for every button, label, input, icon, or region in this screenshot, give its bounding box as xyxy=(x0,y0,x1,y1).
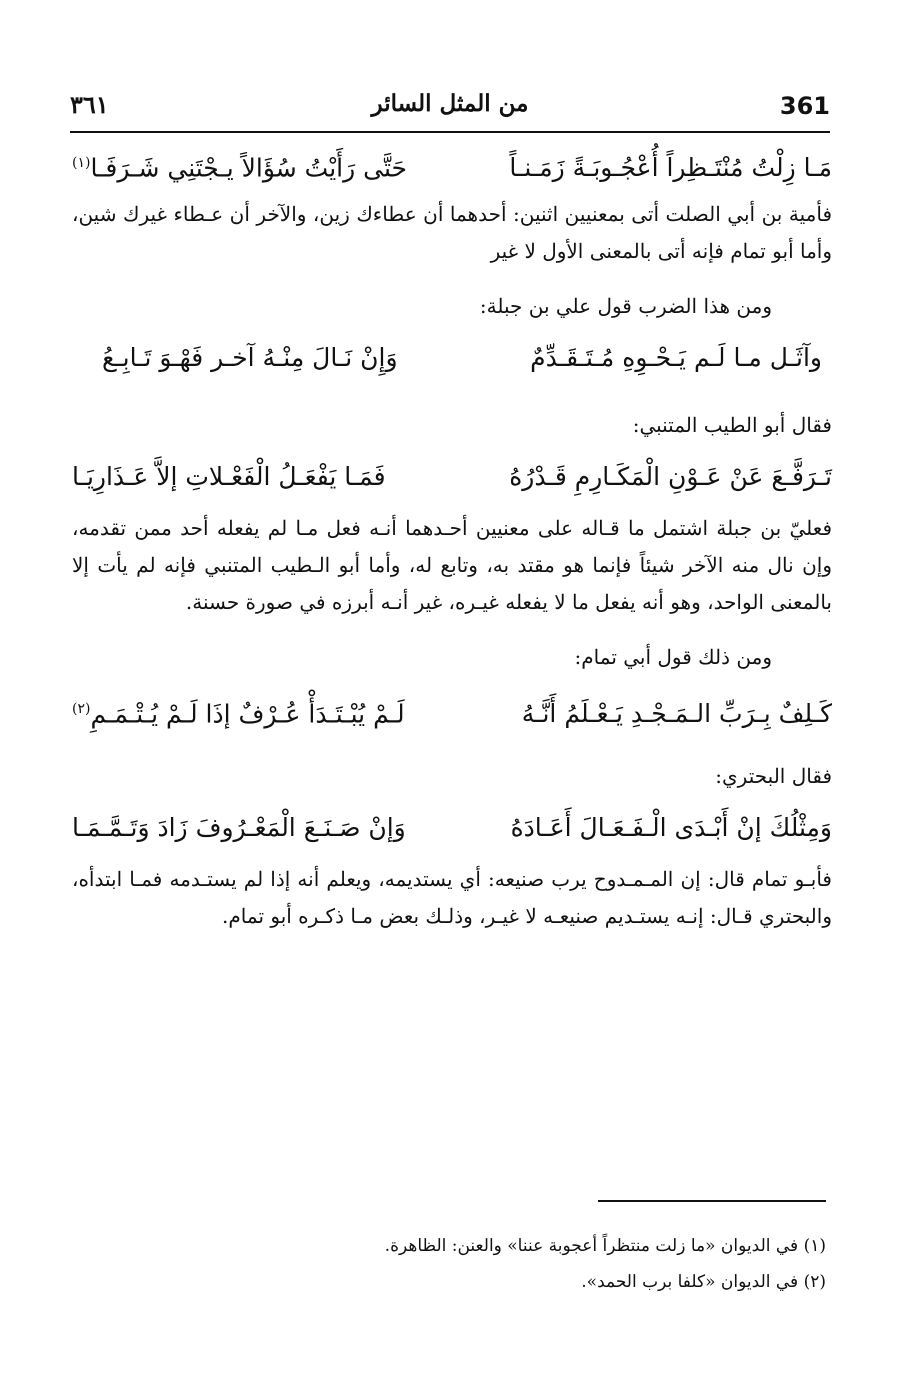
footnote-rule xyxy=(598,1200,826,1202)
verse-hemistich-right: كَـلِفٌ بِـرَبِّ الـمَـجْـدِ يَـعْـلَمُ أَنَّـهُ xyxy=(521,699,832,729)
verse-intro: فقال البحتري: xyxy=(715,764,832,788)
paragraph: فعليّ بن جبلة اشتمل ما قـاله على معنيين أحـدهما أنـه فعل مـا لم يفعله أحد ممن تقدمه، وإن نال منه الآخر شيئاً فإنما هو مقتد به، وتابع له، وأما أبو الـطيب المتنبي فإنه لم يأت إلا بالمعنى الواحد، وهو أنه يفعل ما لا يفعله غيـره، غير أنـه أبرزه في صورة حسنة. xyxy=(72,516,832,614)
verse-line xyxy=(72,805,832,851)
page-header xyxy=(70,88,830,128)
footnote-mark: (١) xyxy=(72,155,91,171)
main-text xyxy=(72,140,832,935)
verse-intro: ومن ذلك قول أبي تمام: xyxy=(574,645,772,669)
verse-hemistich-right: مَـا زِلْتُ مُنْتَـظِراً أُعْجُـوبَـةً زَمَـنـاً xyxy=(509,153,832,183)
verse-hemistich-right: وَمِثْلُكَ إنْ أَبْـدَى الْـفَـعَـالَ أَعَـادَهُ xyxy=(510,813,832,842)
verse-line xyxy=(72,454,832,500)
page-number-latin: 361 xyxy=(779,92,830,120)
verse-line xyxy=(72,335,832,381)
running-title: من المثل السائر xyxy=(371,90,529,117)
verse-intro: ومن هذا الضرب قول علي بن جبلة: xyxy=(479,294,772,318)
paragraph: فأمية بن أبي الصلت أتى بمعنيين اثنين: أحدهما أن عطاءك زين، والآخر أن عـطاء غيرك شين، وأما أبو تمام فإنه أتى بالمعنى الأول لا غير xyxy=(72,202,832,263)
verse-hemistich-right: تَـرَفَّـعَ عَنْ عَـوْنِ الْمَكَـارِمِ قَـدْرُهُ xyxy=(509,462,832,491)
verse-hemistich-left xyxy=(72,140,407,191)
verse-hemistich-text: حَتَّى رَأَيْتُ سُؤَالاً يـجْتَنِي شَـرَفَـا xyxy=(90,153,407,183)
footnotes xyxy=(126,1228,826,1300)
page-number-arabic: ٣٦١ xyxy=(70,90,109,119)
verse-line xyxy=(72,140,832,186)
footnote-mark: (٢) xyxy=(72,701,91,717)
verse-line xyxy=(72,686,832,732)
footnote: (١) في الديوان «ما زلت منتظراً أعجوبة عننا» والعنن: الظاهرة. xyxy=(384,1236,826,1256)
verse-hemistich-left xyxy=(72,686,405,737)
verse-hemistich-left: وَإنْ صَـنَـعَ الْمَعْـرُوفَ زَادَ وَتَـمَّـمَـا xyxy=(72,813,406,842)
verse-hemistich-text: لَـمْ يُبْـتَـدَأْ عُـرْفٌ إذَا لَـمْ يُـتْـمَـمِ xyxy=(90,699,405,729)
verse-intro: فقال أبو الطيب المتنبي: xyxy=(632,413,832,437)
verse-hemistich-right: وآثَـل مـا لَـم يَـحْـوِهِ مُـتَـقَـدِّمٌ xyxy=(530,343,822,372)
verse-hemistich-left: وَإِنْ نَـالَ مِنْـهُ آخـر فَهْـوَ تَـابِـعُ xyxy=(102,343,398,372)
verse-hemistich-left: فَمَـا يَفْعَـلُ الْفَعْـلاتِ إلاَّ عَـذَارِيَـا xyxy=(72,462,386,491)
footnote: (٢) في الديوان «كلفا برب الحمد». xyxy=(581,1272,826,1292)
paragraph: فأبـو تمام قال: إن المـمـدوح يرب صنيعه: أي يستديمه، ويعلم أنه إذا لم يستـدمه فمـا ابتدأه، والبحتري قـال: إنـه يستـديم صنيعـه لا غيـر، وذلـك بعض مـا ذكـره أبو تمام. xyxy=(72,867,832,928)
header-rule xyxy=(70,131,830,133)
